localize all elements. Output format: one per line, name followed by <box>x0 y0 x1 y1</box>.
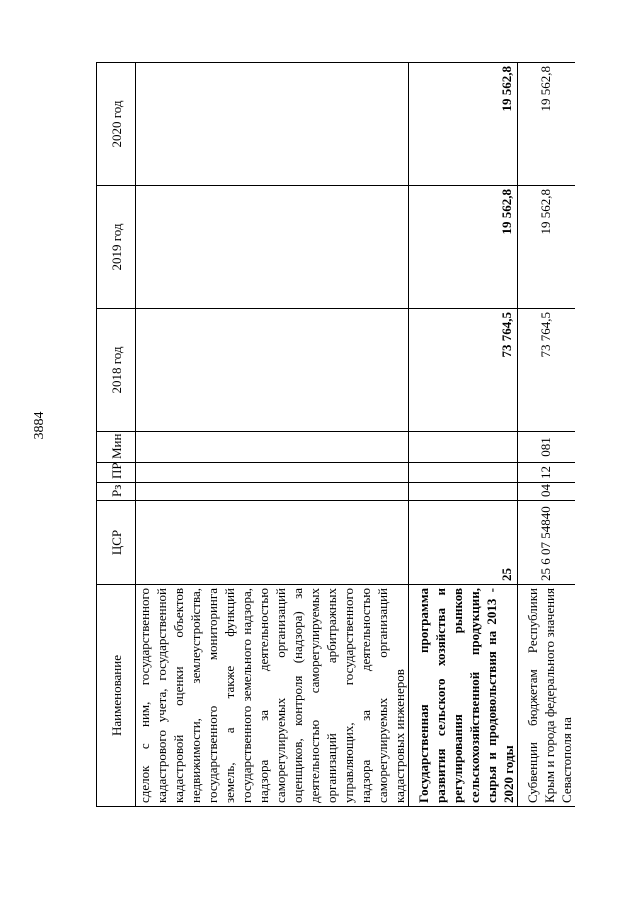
row-csr: 25 <box>409 501 518 585</box>
row-csr <box>136 501 409 585</box>
page-number: 3884 <box>32 411 47 440</box>
row-min: 081 <box>518 432 576 463</box>
table-row <box>409 63 518 807</box>
row-rz <box>136 483 409 501</box>
row-name: Субвенции бюджетам Республики Крым и города федерального значения Севастополя на <box>518 585 576 807</box>
row-pr <box>409 463 518 483</box>
table-row <box>136 63 409 807</box>
header-row <box>97 63 136 807</box>
row-rz: 04 <box>518 483 576 501</box>
table-row <box>518 63 576 807</box>
row-pr <box>136 463 409 483</box>
row-rz <box>409 483 518 501</box>
row-name: сделок с ним, государственного кадастрового учета, государственной кадастровой оценки объектов недвижимости, землеустройства, государственного мониторинга земель, а также функций государственного земельного надзора, надзора за деятельностью саморегулируемых организаций оценщиков, контроля (надзора) за деятельностью саморегулируемых организаций арбитражных управляющих, государственного надзора за деятельностью саморегулируемых организаций кадастровых инженеров <box>136 585 409 807</box>
row-min <box>409 432 518 463</box>
header-2020: 2020 год <box>97 63 136 186</box>
row-min <box>136 432 409 463</box>
row-2020: 19 562,8 <box>409 63 518 186</box>
row-2019 <box>136 186 409 309</box>
budget-table <box>96 62 575 807</box>
row-csr: 25 6 07 54840 <box>518 501 576 585</box>
row-2018 <box>136 309 409 432</box>
row-pr: 12 <box>518 463 576 483</box>
header-rz: Рз <box>97 483 136 501</box>
row-2020 <box>136 63 409 186</box>
header-2018: 2018 год <box>97 309 136 432</box>
header-pr: ПР <box>97 463 136 483</box>
budget-table-sheet <box>96 62 608 807</box>
header-min: Мин <box>97 432 136 463</box>
row-name: Государственная программа развития сельского хозяйства и регулирования рынков сельскохозяйственной продукции, сырья и продовольствия на 2013 - 2020 годы <box>409 585 518 807</box>
header-csr: ЦСР <box>97 501 136 585</box>
header-name: Наименование <box>97 585 136 807</box>
header-2019: 2019 год <box>97 186 136 309</box>
row-2019: 19 562,8 <box>409 186 518 309</box>
row-2019: 19 562,8 <box>518 186 576 309</box>
row-2020: 19 562,8 <box>518 63 576 186</box>
row-2018: 73 764,5 <box>518 309 576 432</box>
row-2018: 73 764,5 <box>409 309 518 432</box>
